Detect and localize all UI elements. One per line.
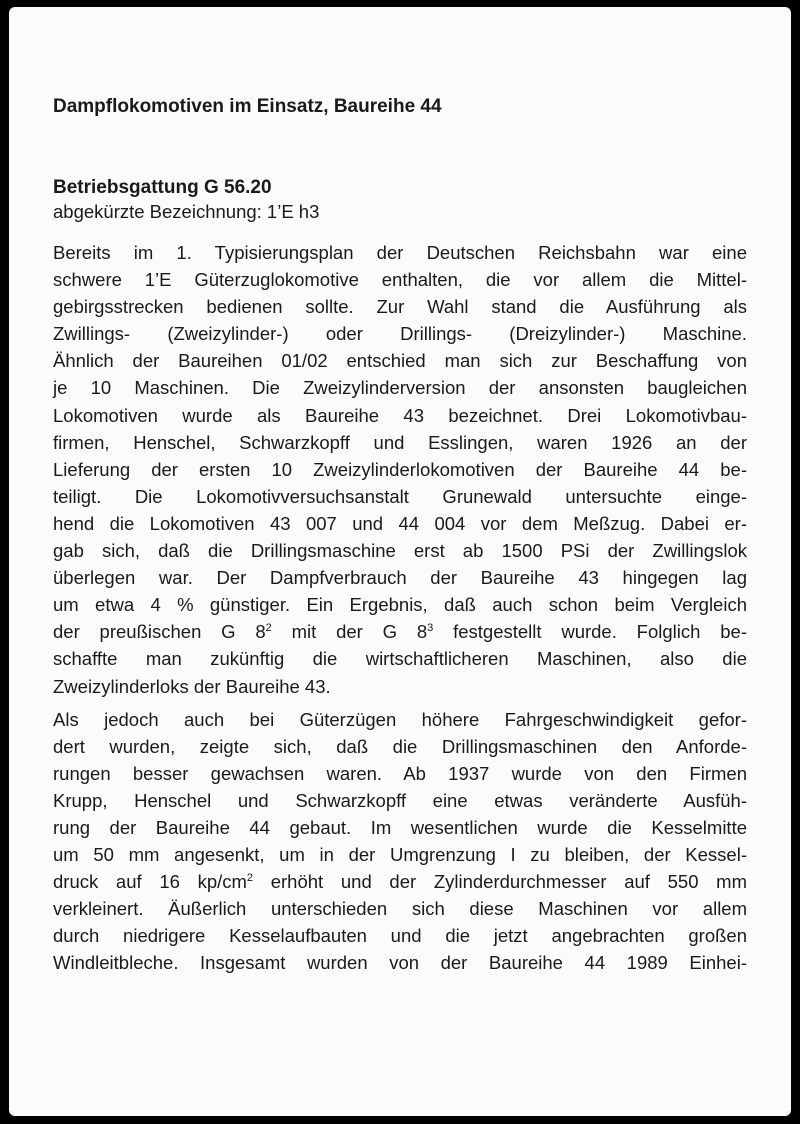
text-line: Zweizylinderloks der Baureihe 43. bbox=[53, 675, 331, 697]
text-line: gebirgsstrecken bedienen sollte. Zur Wahl stand die Ausführung als bbox=[53, 296, 747, 318]
text-line-with-superscripts bbox=[53, 618, 747, 645]
text-line: Krupp, Henschel und Schwarzkopff eine etwas veränderte Ausfüh- bbox=[53, 789, 747, 811]
text-line: schwere 1’E Güterzuglokomotive enthalten, die vor allem die Mittel- bbox=[53, 269, 747, 291]
text-fragment: festgestellt wurde. Folglich be- bbox=[433, 621, 747, 643]
text-line: durch niedrigere Kesselaufbauten und die jetzt angebrachten großen bbox=[53, 925, 747, 947]
paragraph-2 bbox=[53, 706, 747, 977]
text-line: Ähnlich der Baureihen 01/02 entschied man sich zur Beschaffung von bbox=[53, 350, 747, 372]
text-line: verkleinert. Äußerlich unterschieden sich diese Maschinen vor allem bbox=[53, 898, 747, 920]
text-line: dert wurden, zeigte sich, daß die Drillingsmaschinen den Anforde- bbox=[53, 735, 747, 757]
text-line: teiligt. Die Lokomotivversuchsanstalt Grunewald untersuchte einge- bbox=[53, 485, 747, 507]
text-line: firmen, Henschel, Schwarzkopff und Esslingen, waren 1926 an der bbox=[53, 431, 747, 453]
text-fragment: mit der G 8 bbox=[271, 621, 428, 643]
page-title: Dampflokomotiven im Einsatz, Baureihe 44 bbox=[53, 96, 442, 117]
text-line: Windleitbleche. Insgesamt wurden von der Baureihe 44 1989 Einhei- bbox=[53, 952, 747, 974]
superscript: 3 bbox=[427, 622, 434, 635]
superscript: 2 bbox=[265, 622, 272, 635]
text-line: um 50 mm angesenkt, um in der Umgrenzung I zu bleiben, der Kessel- bbox=[53, 844, 747, 866]
text-line: Als jedoch auch bei Güterzügen höhere Fahrgeschwindigkeit gefor- bbox=[53, 708, 747, 730]
text-line: Bereits im 1. Typisierungsplan der Deutschen Reichsbahn war eine bbox=[53, 242, 747, 263]
text-line: überlegen war. Der Dampfverbrauch der Baureihe 43 hingegen lag bbox=[53, 567, 747, 589]
text-line-with-superscript bbox=[53, 868, 747, 895]
card-content bbox=[53, 95, 747, 977]
text-line: Lokomotiven wurde als Baureihe 43 bezeichnet. Drei Lokomotivbau- bbox=[53, 404, 747, 426]
text-line: rung der Baureihe 44 gebaut. Im wesentlichen wurde die Kesselmitte bbox=[53, 816, 747, 838]
text-card bbox=[9, 7, 791, 1116]
text-line: je 10 Maschinen. Die Zweizylinderversion der ansonsten baugleichen bbox=[53, 377, 747, 399]
text-fragment: druck auf 16 kp/cm bbox=[53, 871, 247, 893]
text-line: hend die Lokomotiven 43 007 und 44 004 vor dem Meßzug. Dabei er- bbox=[53, 512, 747, 534]
text-fragment: erhöht und der Zylinderdurchmesser auf 550 mm bbox=[253, 871, 748, 893]
text-line: schaffte man zukünftig die wirtschaftlicheren Maschinen, also die bbox=[53, 648, 747, 670]
text-line: rungen besser gewachsen waren. Ab 1937 wurde von den Firmen bbox=[53, 762, 747, 784]
text-line: Lieferung der ersten 10 Zweizylinderlokomotiven der Baureihe 44 be- bbox=[53, 458, 747, 480]
text-fragment: der preußischen G 8 bbox=[53, 621, 266, 643]
text-line: Zwillings- (Zweizylinder-) oder Drillings- (Dreizylinder-) Maschine. bbox=[53, 323, 747, 345]
class-label: Betriebsgattung G 56.20 bbox=[53, 177, 272, 198]
text-line: gab sich, daß die Drillingsmaschine erst ab 1500 PSi der Zwillingslok bbox=[53, 540, 747, 562]
text-line: um etwa 4 % günstiger. Ein Ergebnis, daß auch schon beim Vergleich bbox=[53, 594, 747, 616]
superscript: 2 bbox=[246, 872, 254, 885]
paragraph-1 bbox=[53, 239, 747, 700]
abbreviation-line: abgekürzte Bezeichnung: 1’E h3 bbox=[53, 201, 320, 222]
